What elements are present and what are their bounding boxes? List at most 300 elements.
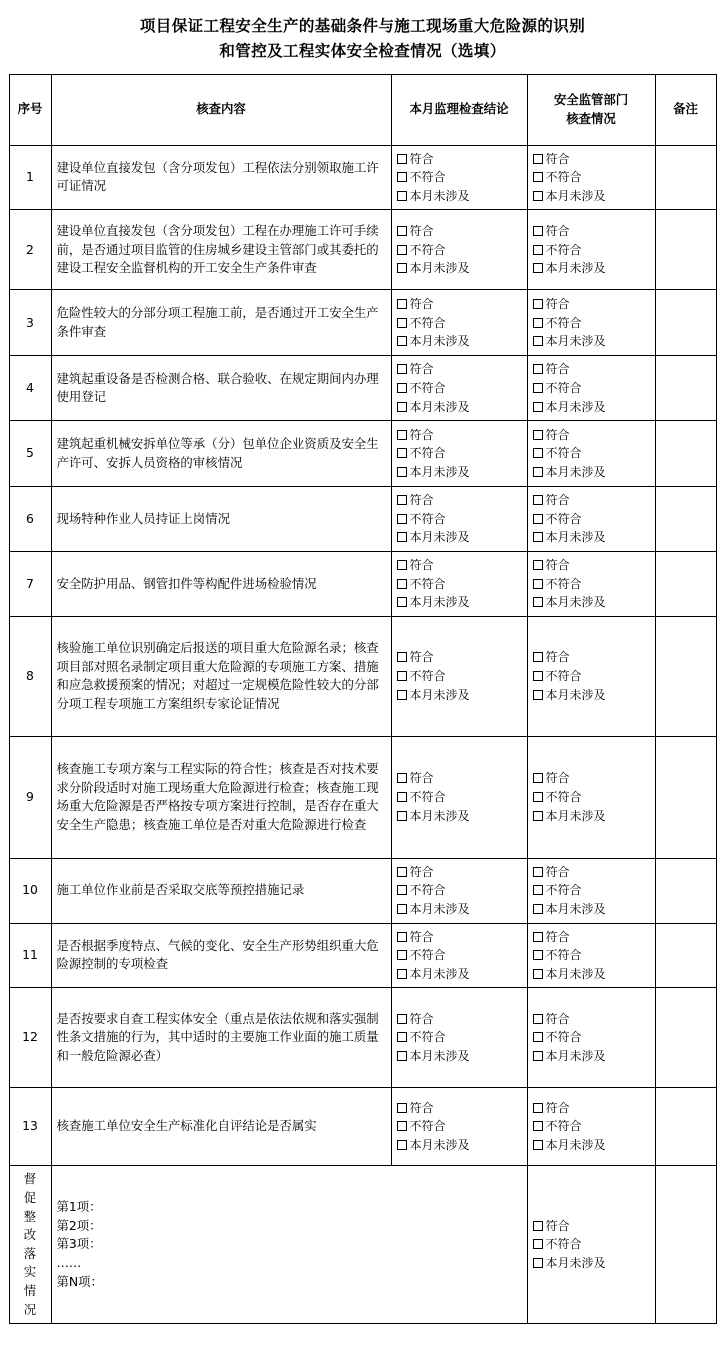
checkbox-option-notapplicable[interactable]: [533, 1136, 650, 1155]
row-no: 13: [9, 1088, 51, 1166]
remark-cell[interactable]: [655, 923, 716, 988]
checkbox-option-notapplicable[interactable]: [397, 1047, 522, 1066]
checkbox-icon[interactable]: [533, 560, 543, 570]
checkbox-label: 本月未涉及: [545, 901, 606, 916]
checkbox-icon[interactable]: [533, 1103, 543, 1113]
header-remark: 备注: [655, 74, 716, 145]
checkbox-option-noncompliant[interactable]: [397, 881, 522, 900]
followup-items[interactable]: [51, 1166, 527, 1324]
followup-item: 第3项：: [56, 1236, 102, 1252]
checkbox-icon[interactable]: [397, 191, 407, 201]
checkbox-label: 符合: [409, 493, 434, 508]
remark-cell[interactable]: [655, 616, 716, 736]
checkbox-option-notapplicable[interactable]: [533, 332, 650, 351]
checkbox-icon[interactable]: [533, 448, 543, 458]
row-content: 是否按要求自查工程实体安全（重点是依法依规和落实强制性条文措施的行为，其中适时的主要施工作业面的施工质量和一般危险源必查）: [51, 988, 391, 1088]
checkbox-icon[interactable]: [533, 299, 543, 309]
checkbox-icon[interactable]: [533, 1258, 543, 1268]
checkbox-icon[interactable]: [397, 154, 407, 164]
checkbox-option-notapplicable[interactable]: [533, 1254, 650, 1273]
checkbox-option-notapplicable[interactable]: [397, 1136, 522, 1155]
checkbox-option-notapplicable[interactable]: [533, 528, 650, 547]
checkbox-label: 不符合: [409, 576, 446, 591]
checkbox-icon[interactable]: [533, 867, 543, 877]
checkbox-icon[interactable]: [397, 383, 407, 393]
checkbox-icon[interactable]: [397, 1121, 407, 1131]
checkbox-label: 符合: [409, 296, 434, 311]
remark-cell[interactable]: [655, 487, 716, 552]
table-row: [9, 858, 716, 923]
checkbox-option-notapplicable[interactable]: [397, 259, 522, 278]
table-header-row: [9, 74, 716, 145]
checkbox-label: 本月未涉及: [409, 399, 470, 414]
checkbox-option-compliant[interactable]: [533, 928, 650, 947]
checkbox-option-compliant[interactable]: [533, 360, 650, 379]
checkbox-icon[interactable]: [397, 430, 407, 440]
checkbox-label: 本月未涉及: [545, 334, 606, 349]
checkbox-icon[interactable]: [533, 690, 543, 700]
checkbox-option-noncompliant[interactable]: [533, 379, 650, 398]
checkbox-option-noncompliant[interactable]: [533, 667, 650, 686]
checkbox-label: 本月未涉及: [409, 464, 470, 479]
checkbox-option-compliant[interactable]: [397, 1010, 522, 1029]
checkbox-option-compliant[interactable]: [533, 150, 650, 169]
checkbox-option-noncompliant[interactable]: [397, 1028, 522, 1047]
checkbox-icon[interactable]: [533, 932, 543, 942]
checkbox-icon[interactable]: [533, 904, 543, 914]
checkbox-option-compliant[interactable]: [397, 150, 522, 169]
gov-checkgroup[interactable]: [527, 487, 655, 552]
checkbox-icon[interactable]: [397, 811, 407, 821]
checkbox-label: 本月未涉及: [409, 901, 470, 916]
table-row: [9, 210, 716, 290]
supervision-checkgroup[interactable]: [391, 923, 527, 988]
supervision-checkgroup[interactable]: [391, 145, 527, 210]
checkbox-option-noncompliant[interactable]: [397, 510, 522, 529]
checkbox-icon[interactable]: [397, 885, 407, 895]
checkbox-label: 本月未涉及: [545, 687, 606, 702]
checkbox-label: 符合: [409, 929, 434, 944]
checkbox-icon[interactable]: [397, 226, 407, 236]
checkbox-icon[interactable]: [397, 579, 407, 589]
checkbox-label: 本月未涉及: [545, 261, 606, 276]
gov-checkgroup[interactable]: [527, 736, 655, 858]
checkbox-icon[interactable]: [533, 773, 543, 783]
remark-cell[interactable]: [655, 736, 716, 858]
checkbox-icon[interactable]: [533, 1121, 543, 1131]
checkbox-option-compliant[interactable]: [533, 1010, 650, 1029]
followup-item: 第2项：: [56, 1217, 102, 1233]
table-row: [9, 487, 716, 552]
row-content: 核查施工单位安全生产标准化自评结论是否属实: [51, 1088, 391, 1166]
checkbox-label: 不符合: [545, 446, 582, 461]
checkbox-option-compliant[interactable]: [533, 648, 650, 667]
checkbox-label: 符合: [545, 1011, 570, 1026]
checkbox-icon[interactable]: [533, 245, 543, 255]
checkbox-label: 符合: [545, 427, 570, 442]
checkbox-label: 不符合: [409, 883, 446, 898]
followup-label: [9, 1166, 51, 1324]
checkbox-option-notapplicable[interactable]: [533, 593, 650, 612]
checkbox-icon[interactable]: [533, 364, 543, 374]
checkbox-label: 本月未涉及: [545, 530, 606, 545]
checkbox-option-notapplicable[interactable]: [533, 187, 650, 206]
checkbox-label: 本月未涉及: [409, 595, 470, 610]
checkbox-icon[interactable]: [397, 1103, 407, 1113]
followup-item: 第N项：: [56, 1273, 103, 1289]
checkbox-icon[interactable]: [397, 245, 407, 255]
checkbox-option-compliant[interactable]: [533, 491, 650, 510]
checkbox-label: 符合: [545, 1100, 570, 1115]
checkbox-icon[interactable]: [533, 318, 543, 328]
checkbox-icon[interactable]: [533, 263, 543, 273]
checkbox-label: 不符合: [545, 511, 582, 526]
checkbox-label: 不符合: [409, 511, 446, 526]
checkbox-option-noncompliant[interactable]: [397, 444, 522, 463]
checkbox-option-noncompliant[interactable]: [533, 788, 650, 807]
remark-cell[interactable]: [655, 858, 716, 923]
row-no: 5: [9, 421, 51, 487]
checkbox-icon[interactable]: [397, 336, 407, 346]
followup-row: [9, 1166, 716, 1324]
checkbox-icon[interactable]: [397, 597, 407, 607]
checkbox-label: 本月未涉及: [545, 464, 606, 479]
followup-label-char: 况: [23, 1301, 37, 1317]
checkbox-icon[interactable]: [533, 1032, 543, 1042]
checkbox-option-noncompliant[interactable]: [397, 1117, 522, 1136]
checkbox-label: 不符合: [409, 668, 446, 683]
checkbox-option-noncompliant[interactable]: [397, 946, 522, 965]
checkbox-icon[interactable]: [397, 969, 407, 979]
checkbox-label: 符合: [545, 151, 570, 166]
checkbox-icon[interactable]: [533, 811, 543, 821]
remark-cell[interactable]: [655, 988, 716, 1088]
header-gov-line2: 核查情况: [566, 110, 616, 126]
remark-cell[interactable]: [655, 145, 716, 210]
checkbox-option-compliant[interactable]: [397, 556, 522, 575]
checkbox-icon[interactable]: [397, 1140, 407, 1150]
row-no: 9: [9, 736, 51, 858]
checkbox-option-notapplicable[interactable]: [533, 259, 650, 278]
checkbox-option-notapplicable[interactable]: [533, 686, 650, 705]
checkbox-icon[interactable]: [397, 792, 407, 802]
checkbox-label: 本月未涉及: [545, 595, 606, 610]
checkbox-label: 不符合: [545, 380, 582, 395]
checkbox-icon[interactable]: [397, 448, 407, 458]
checkbox-option-notapplicable[interactable]: [397, 528, 522, 547]
checkbox-option-noncompliant[interactable]: [533, 946, 650, 965]
checkbox-option-compliant[interactable]: [533, 556, 650, 575]
checkbox-icon[interactable]: [397, 1032, 407, 1042]
title-line-2: 和管控及工程实体安全检查情况（选填）: [219, 41, 506, 60]
row-no: 10: [9, 858, 51, 923]
checkbox-label: 不符合: [409, 315, 446, 330]
checkbox-option-noncompliant[interactable]: [533, 881, 650, 900]
table-row: [9, 145, 716, 210]
checkbox-option-compliant[interactable]: [397, 863, 522, 882]
title-line-1: 项目保证工程安全生产的基础条件与施工现场重大危险源的识别: [139, 17, 586, 35]
checkbox-icon[interactable]: [397, 773, 407, 783]
checkbox-icon[interactable]: [533, 383, 543, 393]
supervision-checkgroup[interactable]: [391, 487, 527, 552]
checkbox-icon[interactable]: [533, 1014, 543, 1024]
checkbox-label: 不符合: [409, 948, 446, 963]
checkbox-label: 不符合: [545, 576, 582, 591]
checkbox-option-compliant[interactable]: [397, 648, 522, 667]
checkbox-option-compliant[interactable]: [397, 360, 522, 379]
checkbox-icon[interactable]: [397, 467, 407, 477]
checkbox-option-compliant[interactable]: [533, 863, 650, 882]
table-row: [9, 988, 716, 1088]
checkbox-option-notapplicable[interactable]: [397, 187, 522, 206]
checkbox-option-notapplicable[interactable]: [397, 965, 522, 984]
checkbox-icon[interactable]: [397, 560, 407, 570]
checkbox-option-notapplicable[interactable]: [397, 900, 522, 919]
checkbox-option-notapplicable[interactable]: [533, 463, 650, 482]
gov-checkgroup[interactable]: [527, 551, 655, 616]
followup-label-char: 改: [23, 1227, 37, 1243]
checkbox-option-compliant[interactable]: [397, 295, 522, 314]
checkbox-option-notapplicable[interactable]: [533, 398, 650, 417]
checkbox-option-notapplicable[interactable]: [397, 686, 522, 705]
checkbox-option-notapplicable[interactable]: [533, 1047, 650, 1066]
checkbox-label: 不符合: [409, 380, 446, 395]
remark-cell[interactable]: [655, 1166, 716, 1324]
checkbox-icon[interactable]: [397, 299, 407, 309]
remark-cell[interactable]: [655, 356, 716, 421]
checkbox-option-noncompliant[interactable]: [397, 788, 522, 807]
checkbox-option-noncompliant[interactable]: [397, 575, 522, 594]
checkbox-icon[interactable]: [533, 430, 543, 440]
supervision-checkgroup[interactable]: [391, 421, 527, 487]
checkbox-label: 不符合: [409, 789, 446, 804]
followup-label-char: 促: [23, 1189, 37, 1205]
checkbox-icon[interactable]: [533, 154, 543, 164]
checkbox-option-noncompliant[interactable]: [397, 314, 522, 333]
followup-item: 第1项：: [56, 1199, 102, 1215]
checkbox-option-noncompliant[interactable]: [397, 241, 522, 260]
supervision-checkgroup[interactable]: [391, 290, 527, 356]
checkbox-label: 符合: [409, 223, 434, 238]
checkbox-icon[interactable]: [533, 671, 543, 681]
checkbox-option-compliant[interactable]: [397, 222, 522, 241]
checkbox-label: 不符合: [545, 170, 582, 185]
checkbox-label: 符合: [545, 864, 570, 879]
checkbox-option-noncompliant[interactable]: [533, 314, 650, 333]
remark-cell[interactable]: [655, 551, 716, 616]
checkbox-label: 符合: [545, 362, 570, 377]
row-no: 6: [9, 487, 51, 552]
checkbox-label: 不符合: [545, 1030, 582, 1045]
table-row: [9, 551, 716, 616]
checkbox-option-notapplicable[interactable]: [397, 398, 522, 417]
checkbox-icon[interactable]: [533, 467, 543, 477]
gov-checkgroup[interactable]: [527, 858, 655, 923]
checkbox-icon[interactable]: [397, 652, 407, 662]
checkbox-label: 本月未涉及: [409, 530, 470, 545]
checkbox-icon[interactable]: [397, 172, 407, 182]
checkbox-option-noncompliant[interactable]: [533, 168, 650, 187]
supervision-checkgroup[interactable]: [391, 551, 527, 616]
checkbox-option-compliant[interactable]: [533, 222, 650, 241]
checkbox-icon[interactable]: [533, 597, 543, 607]
followup-label-char: 实: [23, 1264, 37, 1280]
checkbox-label: 不符合: [545, 789, 582, 804]
checkbox-label: 不符合: [409, 170, 446, 185]
checkbox-icon[interactable]: [397, 904, 407, 914]
checkbox-icon[interactable]: [397, 1014, 407, 1024]
checkbox-icon[interactable]: [397, 932, 407, 942]
checkbox-label: 符合: [409, 771, 434, 786]
supervision-checkgroup[interactable]: [391, 356, 527, 421]
checkbox-option-compliant[interactable]: [397, 1099, 522, 1118]
checkbox-icon[interactable]: [397, 495, 407, 505]
checkbox-icon[interactable]: [397, 690, 407, 700]
checkbox-option-notapplicable[interactable]: [533, 900, 650, 919]
checkbox-icon[interactable]: [397, 867, 407, 877]
row-no: 3: [9, 290, 51, 356]
checkbox-icon[interactable]: [533, 226, 543, 236]
checkbox-icon[interactable]: [533, 950, 543, 960]
checkbox-icon[interactable]: [533, 885, 543, 895]
inspection-table: [9, 74, 717, 1325]
checkbox-label: 本月未涉及: [409, 808, 470, 823]
checkbox-option-noncompliant[interactable]: [397, 667, 522, 686]
checkbox-icon[interactable]: [397, 950, 407, 960]
checkbox-option-compliant[interactable]: [397, 426, 522, 445]
checkbox-label: 本月未涉及: [545, 399, 606, 414]
checkbox-icon[interactable]: [533, 1221, 543, 1231]
checkbox-icon[interactable]: [533, 792, 543, 802]
checkbox-label: 本月未涉及: [545, 1138, 606, 1153]
checkbox-icon[interactable]: [533, 1140, 543, 1150]
remark-cell[interactable]: [655, 421, 716, 487]
checkbox-icon[interactable]: [397, 318, 407, 328]
checkbox-option-compliant[interactable]: [533, 295, 650, 314]
checkbox-label: 本月未涉及: [409, 1138, 470, 1153]
checkbox-icon[interactable]: [533, 172, 543, 182]
checkbox-option-notapplicable[interactable]: [397, 593, 522, 612]
checkbox-icon[interactable]: [533, 579, 543, 589]
header-gov-check: [527, 74, 655, 145]
remark-cell[interactable]: [655, 210, 716, 290]
checkbox-icon[interactable]: [533, 1239, 543, 1249]
checkbox-icon[interactable]: [397, 263, 407, 273]
checkbox-icon[interactable]: [397, 402, 407, 412]
checkbox-label: 本月未涉及: [409, 188, 470, 203]
supervision-checkgroup[interactable]: [391, 988, 527, 1088]
gov-checkgroup[interactable]: [527, 290, 655, 356]
checkbox-option-noncompliant[interactable]: [533, 510, 650, 529]
checkbox-icon[interactable]: [533, 969, 543, 979]
gov-checkgroup[interactable]: [527, 988, 655, 1088]
checkbox-icon[interactable]: [533, 336, 543, 346]
checkbox-icon[interactable]: [533, 652, 543, 662]
table-row: [9, 923, 716, 988]
gov-checkgroup[interactable]: [527, 356, 655, 421]
row-content: 核验施工单位识别确定后报送的项目重大危险源名录；核查项目部对照名录制定项目重大危险源的专项施工方案、措施和应急救援预案的情况；对超过一定规模危险性较大的分部分项工程专项施工方案组织专家论证情况: [51, 616, 391, 736]
checkbox-label: 符合: [409, 1100, 434, 1115]
checkbox-option-noncompliant[interactable]: [533, 1235, 650, 1254]
supervision-checkgroup[interactable]: [391, 736, 527, 858]
followup-label-char: 整: [23, 1208, 37, 1224]
checkbox-label: 本月未涉及: [409, 1049, 470, 1064]
checkbox-label: 符合: [545, 650, 570, 665]
checkbox-option-notapplicable[interactable]: [397, 807, 522, 826]
remark-cell[interactable]: [655, 290, 716, 356]
header-content: 核查内容: [51, 74, 391, 145]
gov-checkgroup[interactable]: [527, 1166, 655, 1324]
checkbox-icon[interactable]: [533, 1051, 543, 1061]
checkbox-option-noncompliant[interactable]: [533, 575, 650, 594]
row-no: 4: [9, 356, 51, 421]
checkbox-option-noncompliant[interactable]: [397, 168, 522, 187]
checkbox-label: 符合: [409, 362, 434, 377]
gov-checkgroup[interactable]: [527, 145, 655, 210]
checkbox-option-compliant[interactable]: [397, 491, 522, 510]
gov-checkgroup[interactable]: [527, 923, 655, 988]
row-no: 8: [9, 616, 51, 736]
checkbox-icon[interactable]: [533, 495, 543, 505]
gov-checkgroup[interactable]: [527, 1088, 655, 1166]
supervision-checkgroup[interactable]: [391, 616, 527, 736]
page-title: [0, 0, 725, 74]
checkbox-icon[interactable]: [533, 191, 543, 201]
row-no: 1: [9, 145, 51, 210]
checkbox-icon[interactable]: [397, 514, 407, 524]
supervision-checkgroup[interactable]: [391, 858, 527, 923]
supervision-checkgroup[interactable]: [391, 210, 527, 290]
checkbox-option-notapplicable[interactable]: [533, 965, 650, 984]
checkbox-option-compliant[interactable]: [533, 1099, 650, 1118]
checkbox-icon[interactable]: [533, 402, 543, 412]
gov-checkgroup[interactable]: [527, 210, 655, 290]
checkbox-icon[interactable]: [397, 532, 407, 542]
checkbox-option-noncompliant[interactable]: [533, 1028, 650, 1047]
checkbox-label: 符合: [545, 771, 570, 786]
checkbox-option-compliant[interactable]: [533, 426, 650, 445]
checkbox-option-compliant[interactable]: [533, 1217, 650, 1236]
checkbox-option-notapplicable[interactable]: [397, 332, 522, 351]
checkbox-icon[interactable]: [533, 532, 543, 542]
checkbox-option-notapplicable[interactable]: [533, 807, 650, 826]
row-content: 是否根据季度特点、气候的变化、安全生产形势组织重大危险源控制的专项检查: [51, 923, 391, 988]
checkbox-option-noncompliant[interactable]: [533, 444, 650, 463]
checkbox-option-noncompliant[interactable]: [533, 241, 650, 260]
checkbox-option-noncompliant[interactable]: [397, 379, 522, 398]
checkbox-icon[interactable]: [533, 514, 543, 524]
checkbox-icon[interactable]: [397, 1051, 407, 1061]
remark-cell[interactable]: [655, 1088, 716, 1166]
checkbox-label: 本月未涉及: [545, 808, 606, 823]
checkbox-label: 本月未涉及: [545, 1049, 606, 1064]
checkbox-option-noncompliant[interactable]: [533, 1117, 650, 1136]
gov-checkgroup[interactable]: [527, 616, 655, 736]
checkbox-option-compliant[interactable]: [397, 928, 522, 947]
checkbox-icon[interactable]: [397, 671, 407, 681]
row-content: 危险性较大的分部分项工程施工前，是否通过开工安全生产条件审查: [51, 290, 391, 356]
row-content: 建筑起重设备是否检测合格、联合验收、在规定期间内办理使用登记: [51, 356, 391, 421]
checkbox-option-compliant[interactable]: [533, 769, 650, 788]
supervision-checkgroup[interactable]: [391, 1088, 527, 1166]
table-row: [9, 356, 716, 421]
checkbox-icon[interactable]: [397, 364, 407, 374]
row-content: 建设单位直接发包（含分项发包）工程依法分别领取施工许可证情况: [51, 145, 391, 210]
checkbox-option-notapplicable[interactable]: [397, 463, 522, 482]
checkbox-label: 不符合: [409, 446, 446, 461]
gov-checkgroup[interactable]: [527, 421, 655, 487]
checkbox-option-compliant[interactable]: [397, 769, 522, 788]
